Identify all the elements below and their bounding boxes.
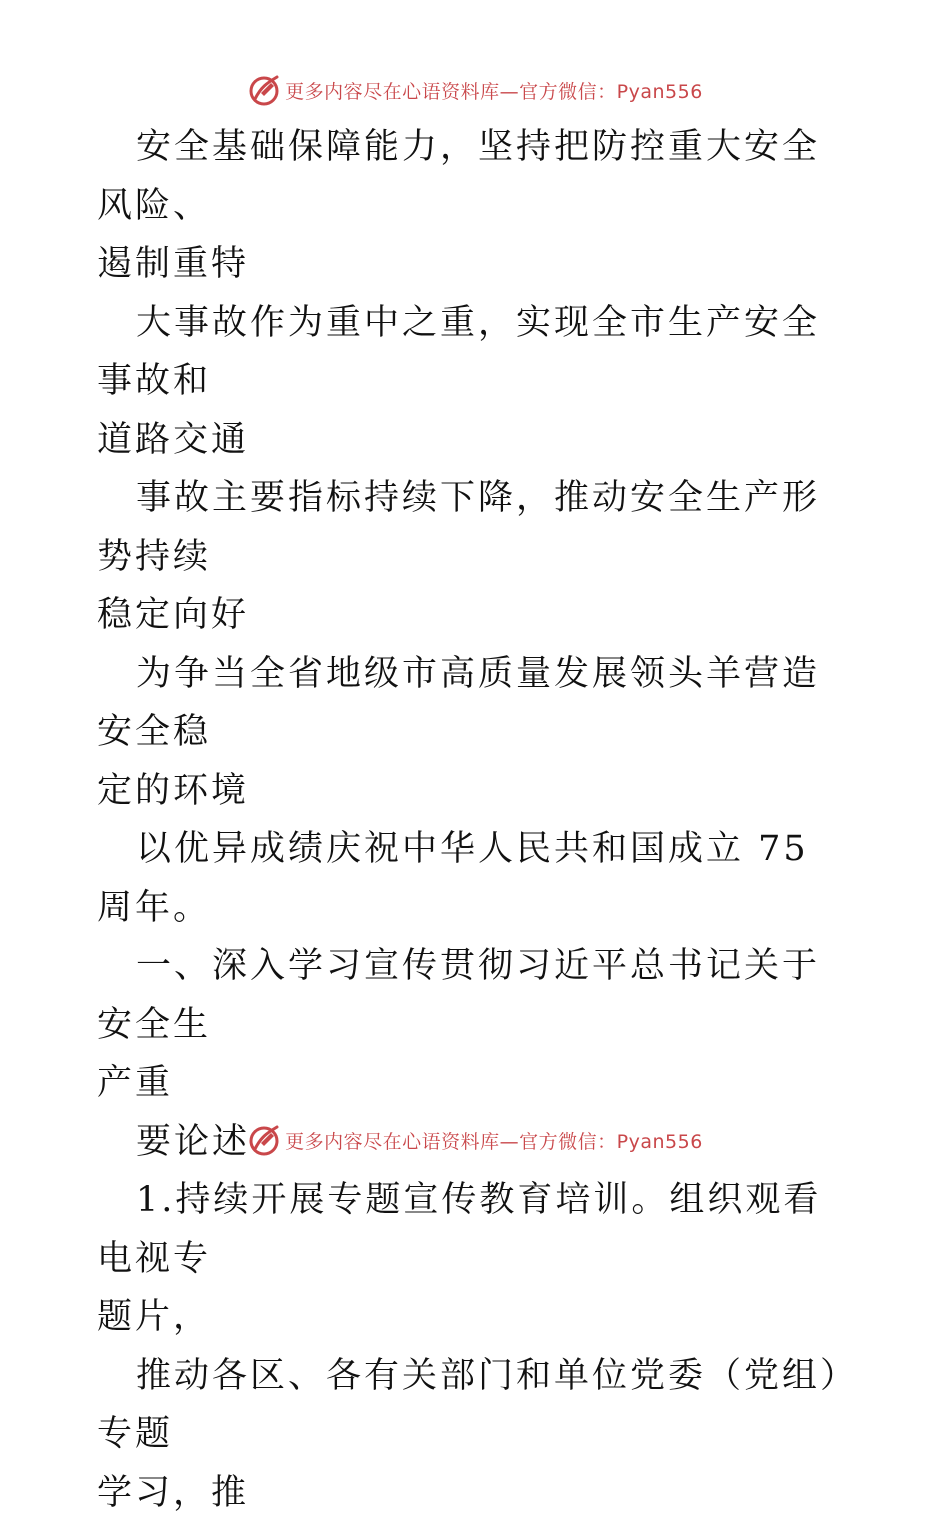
paragraph: 一、深入学习宣传贯彻习近平总书记关于安全生 产重 — [97, 937, 857, 1113]
footer-banner — [0, 1120, 950, 1160]
paragraph: 安全基础保障能力，坚持把防控重大安全风险、 遏制重特 — [97, 118, 857, 294]
paragraph: 推动各区、各有关部门和单位党委（党组）专题 学习，推 — [97, 1347, 857, 1522]
header-banner — [0, 70, 950, 110]
paragraph: 大事故作为重中之重，实现全市生产安全事故和 道路交通 — [97, 294, 857, 470]
pen-swirl-logo-icon — [247, 1123, 281, 1157]
paragraph: 事故主要指标持续下降，推动安全生产形势持续 稳定向好 — [97, 469, 857, 645]
header-banner-text: 更多内容尽在心语资料库—官方微信：Pyan556 — [285, 77, 703, 104]
pen-swirl-logo-icon — [247, 73, 281, 107]
paragraph: 1.持续开展专题宣传教育培训。组织观看电视专 题片， — [97, 1171, 857, 1347]
paragraph: 以优异成绩庆祝中华人民共和国成立 75 周年。 — [97, 820, 857, 937]
document-body — [97, 118, 857, 1522]
paragraph: 为争当全省地级市高质量发展领头羊营造安全稳 定的环境 — [97, 645, 857, 821]
footer-banner-text: 更多内容尽在心语资料库—官方微信：Pyan556 — [285, 1127, 703, 1154]
paragraph: 要论述 — [97, 1113, 857, 1172]
